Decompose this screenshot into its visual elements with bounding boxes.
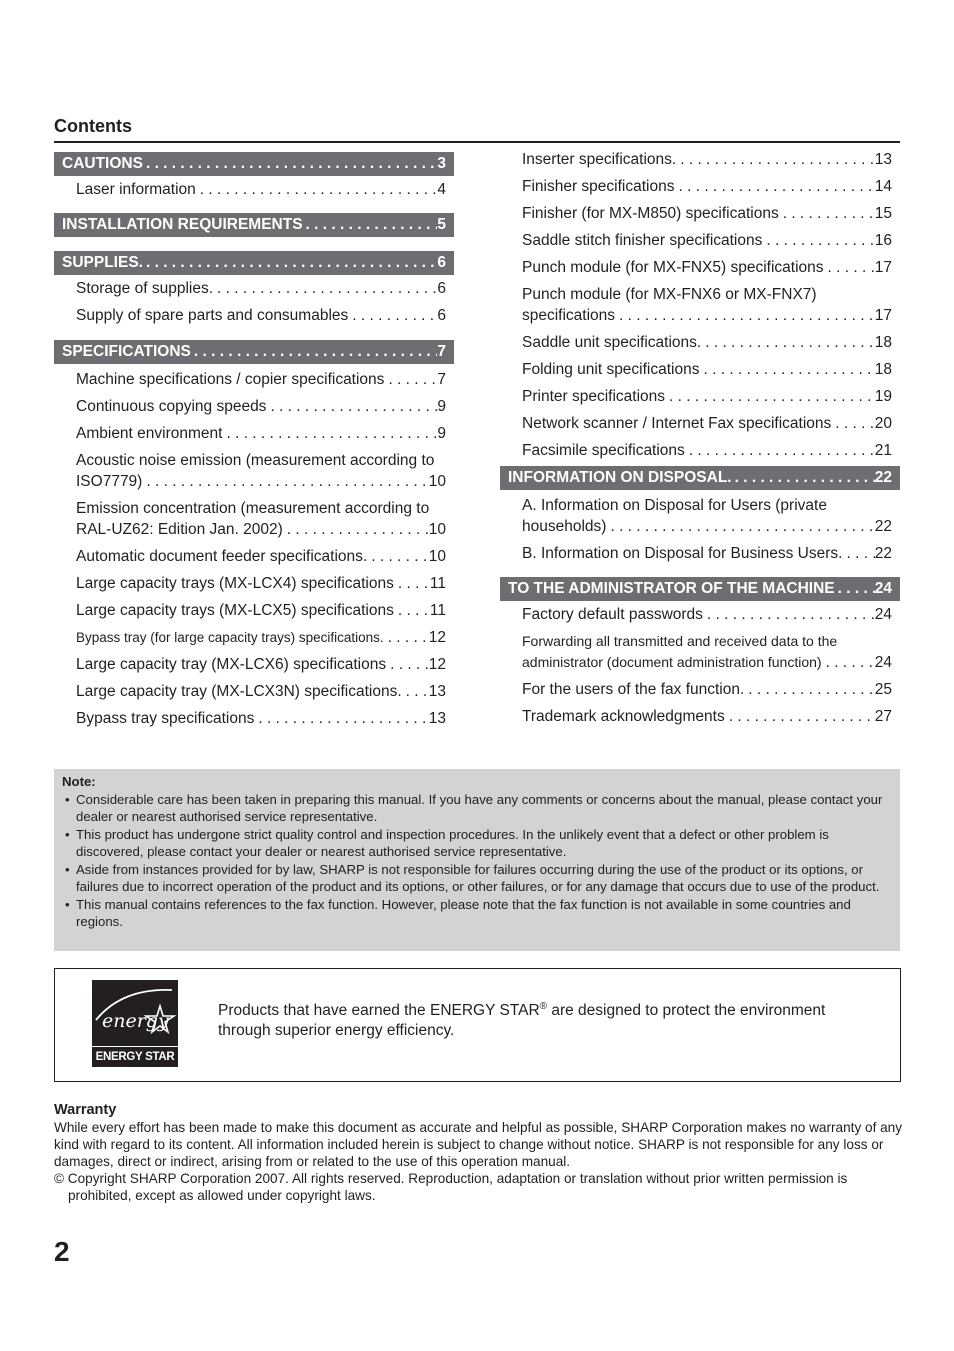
warranty-body: While every effort has been made to make this document as accurate and helpful as possible, SHARP Corporation makes no warranty of any kind with regard to its content. All information included herein is subject to change without notice. SHARP is not responsible for any loss or damages, direct or indirect, arising from or related to the use of this operation manual. [54, 1120, 903, 1169]
toc-entry-label-line2: specifications [522, 307, 616, 324]
toc-entry-label: Punch module (for MX-FNX5) specifications [522, 259, 824, 276]
note-item: • This product has undergone strict quality control and inspection procedures. In the unlikely event that a defect or other problem is discovered, please contact your dealer or nearest authorised service representative. [62, 826, 890, 861]
toc-entry-label: Ambient environment [76, 425, 223, 442]
toc-entry-label: Folding unit specifications [522, 361, 700, 378]
toc-page: 12 [428, 656, 446, 673]
toc-entry-label: For the users of the fax function. [522, 681, 745, 698]
toc-entry-factory-passwords[interactable] [500, 601, 900, 628]
toc-page: 11 [429, 602, 446, 619]
toc-entry-label: Factory default passwords [522, 606, 703, 623]
toc-entry-finisher[interactable] [500, 173, 900, 200]
toc-page: 6 [437, 254, 446, 271]
toc-page: 10 [428, 473, 446, 490]
energy-star-icon [92, 980, 178, 1047]
toc-left-column [54, 152, 454, 732]
toc-section-label: TO THE ADMINISTRATOR OF THE MACHINE [508, 580, 835, 597]
toc-page: 7 [437, 371, 446, 388]
toc-page: 17 [874, 307, 892, 324]
toc-entry-network[interactable] [500, 410, 900, 437]
toc-entry-adf[interactable] [54, 543, 454, 570]
toc-page: 6 [437, 280, 446, 297]
toc-entry-label: Automatic document feeder specifications. [76, 548, 368, 565]
toc-page: 25 [874, 681, 892, 698]
toc-entry-label: Bypass tray specifications [76, 710, 255, 727]
toc-page: 22 [874, 469, 892, 486]
toc-entry-label: Facsimile specifications [522, 442, 685, 459]
toc-entry-storage[interactable] [54, 275, 454, 302]
toc-entry-label: Large capacity trays (MX-LCX4) specifications [76, 575, 394, 592]
toc-page: 22 [874, 518, 892, 535]
toc-entry-label-line2: households) [522, 518, 607, 535]
energy-star-text: Products that have earned the ENERGY STAR® are designed to protect the environment through superior energy efficiency. [218, 1000, 826, 1039]
toc-page: 17 [874, 259, 892, 276]
toc-entry-label: Trademark acknowledgments [522, 708, 725, 725]
toc-entry-saddle-stitch[interactable] [500, 227, 900, 254]
toc-page: 18 [874, 361, 892, 378]
note-box [54, 769, 900, 951]
toc-section-installation[interactable] [54, 213, 454, 237]
toc-entry-finisher-m850[interactable] [500, 200, 900, 227]
toc-entry-folding[interactable] [500, 356, 900, 383]
toc-entry-label-line1: Forwarding all transmitted and received data to the [522, 633, 838, 649]
toc-entry-disposal-b[interactable] [500, 540, 900, 567]
toc-section-administrator[interactable] [500, 577, 900, 601]
toc-entry-lcx3n[interactable] [54, 678, 454, 705]
toc-entry-lcx5[interactable] [54, 597, 454, 624]
toc-page: 7 [437, 343, 446, 360]
toc-entry-emission[interactable] [54, 495, 454, 543]
warranty-heading: Warranty [54, 1102, 117, 1118]
toc-entry-punch-fnx6[interactable] [500, 281, 900, 329]
toc-page: 4 [437, 181, 446, 198]
toc-entry-label: Large capacity trays (MX-LCX5) specifications [76, 602, 394, 619]
toc-entry-inserter[interactable] [500, 146, 900, 173]
toc-entry-label: Printer specifications [522, 388, 666, 405]
toc-page: 15 [874, 205, 892, 222]
toc-entry-label: Storage of supplies. [76, 280, 214, 297]
toc-entry-label: B. Information on Disposal for Business Users. [522, 545, 843, 562]
energy-star-label: ENERGY STAR [92, 1046, 178, 1067]
toc-section-label: SUPPLIES. [62, 254, 143, 271]
toc-entry-spare-parts[interactable] [54, 302, 454, 329]
toc-page: 27 [874, 708, 892, 725]
toc-page: 13 [428, 683, 446, 700]
note-title: Note: [62, 774, 96, 789]
toc-section-label: INSTALLATION REQUIREMENTS [62, 216, 303, 233]
toc-page: 21 [874, 442, 892, 459]
toc-section-specifications[interactable] [54, 340, 454, 364]
toc-entry-label: Saddle unit specifications. [522, 334, 702, 351]
toc-entry-label: Inserter specifications. [522, 151, 677, 168]
note-item: • This manual contains references to the fax function. However, please note that the fax function is not available in some countries and regions. [62, 896, 890, 931]
note-item: • Aside from instances provided for by law, SHARP is not responsible for failures occurring during the use of the product or its options, or failures due to incorrect operation of the product and its options, or other failures, or for any damage that occurs due to use of the product. [62, 861, 890, 896]
toc-page: 19 [874, 388, 892, 405]
toc-entry-forwarding[interactable] [500, 628, 900, 676]
toc-page: 12 [428, 629, 446, 646]
toc-entry-laser[interactable] [54, 176, 454, 203]
page-title: Contents [54, 116, 132, 136]
toc-entry-label: Machine specifications / copier specifications [76, 371, 385, 388]
warranty-section [54, 1102, 904, 1170]
note-list [62, 791, 890, 931]
toc-entry-facsimile[interactable] [500, 437, 900, 464]
toc-entry-disposal-a[interactable] [500, 492, 900, 540]
toc-section-label: INFORMATION ON DISPOSAL. [508, 469, 732, 486]
toc-page: 5 [437, 216, 446, 233]
toc-entry-label: Finisher specifications [522, 178, 675, 195]
toc-entry-label-line2: ISO7779) [76, 473, 143, 490]
toc-entry-label: Large capacity tray (MX-LCX6) specifications [76, 656, 387, 673]
energy-star-box [54, 968, 901, 1082]
toc-entry-bypass[interactable] [54, 705, 454, 732]
toc-page: 16 [874, 232, 892, 249]
toc-page: 10 [428, 521, 446, 538]
registered-mark: ® [539, 1000, 548, 1012]
energy-script-text: energy [102, 1010, 169, 1032]
toc-page: 6 [437, 307, 446, 324]
toc-entry-label-line1: Acoustic noise emission (measurement according to [76, 452, 435, 469]
toc-entry-saddle-unit[interactable] [500, 329, 900, 356]
toc-entry-bypass-large[interactable] [54, 624, 454, 651]
toc-page: 9 [437, 398, 446, 415]
toc-page: 3 [437, 155, 446, 172]
toc-entry-acoustic[interactable] [54, 447, 454, 495]
toc-page: 14 [874, 178, 892, 195]
toc-entry-lcx4[interactable] [54, 570, 454, 597]
note-item: • Considerable care has been taken in preparing this manual. If you have any comments or concerns about the manual, please contact your dealer or nearest authorised service representative. [62, 791, 890, 826]
toc-page: 11 [429, 575, 446, 592]
toc-section-cautions[interactable] [54, 152, 454, 176]
toc-page: 22 [874, 545, 892, 562]
toc-section-disposal[interactable] [500, 466, 900, 490]
toc-page: 24 [874, 580, 892, 597]
toc-entry-machine[interactable] [54, 366, 454, 393]
toc-page: 20 [874, 415, 892, 432]
toc-entry-trademark[interactable] [500, 703, 900, 730]
toc-entry-punch-fnx5[interactable] [500, 254, 900, 281]
toc-entry-label: Finisher (for MX-M850) specifications [522, 205, 779, 222]
copyright-notice: © Copyright SHARP Corporation 2007. All rights reserved. Reproduction, adaptation or translation without prior written permission is prohibited, except as allowed under copyright laws. [54, 1171, 848, 1203]
toc-page: 10 [428, 548, 446, 565]
toc-page: 24 [874, 606, 892, 623]
title-rule [54, 141, 900, 143]
toc-entry-label: Network scanner / Internet Fax specifications [522, 415, 832, 432]
toc-entry-label-line1: Emission concentration (measurement according to [76, 500, 430, 517]
toc-section-label: SPECIFICATIONS [62, 343, 191, 360]
toc-right-column [500, 146, 900, 730]
toc-entry-label-line2: administrator (document administration function) [522, 654, 822, 670]
toc-entry-label-line2: RAL-UZ62: Edition Jan. 2002) [76, 521, 283, 538]
toc-entry-label-line1: Punch module (for MX-FNX6 or MX-FNX7) [522, 286, 817, 303]
toc-page: 24 [874, 654, 892, 671]
energy-star-logo [92, 980, 178, 1067]
toc-page: 9 [437, 425, 446, 442]
toc-entry-label: Supply of spare parts and consumables [76, 307, 349, 324]
toc-section-label: CAUTIONS [62, 155, 143, 172]
toc-entry-label: Saddle stitch finisher specifications [522, 232, 763, 249]
toc-entry-fax-users[interactable] [500, 676, 900, 703]
toc-page: 13 [874, 151, 892, 168]
toc-entry-label: Laser information [76, 181, 196, 198]
toc-entry-lcx6[interactable] [54, 651, 454, 678]
toc-entry-label: Bypass tray (for large capacity trays) specifications. [76, 630, 384, 645]
toc-entry-label-line1: A. Information on Disposal for Users (private [522, 497, 827, 514]
toc-entry-ambient[interactable] [54, 420, 454, 447]
toc-entry-label: Large capacity tray (MX-LCX3N) specifications. [76, 683, 402, 700]
toc-entry-label: Continuous copying speeds [76, 398, 267, 415]
toc-entry-printer[interactable] [500, 383, 900, 410]
toc-section-supplies[interactable] [54, 251, 454, 275]
toc-page: 18 [874, 334, 892, 351]
toc-page: 13 [428, 710, 446, 727]
toc-entry-continuous[interactable] [54, 393, 454, 420]
page-number: 2 [54, 1236, 70, 1267]
